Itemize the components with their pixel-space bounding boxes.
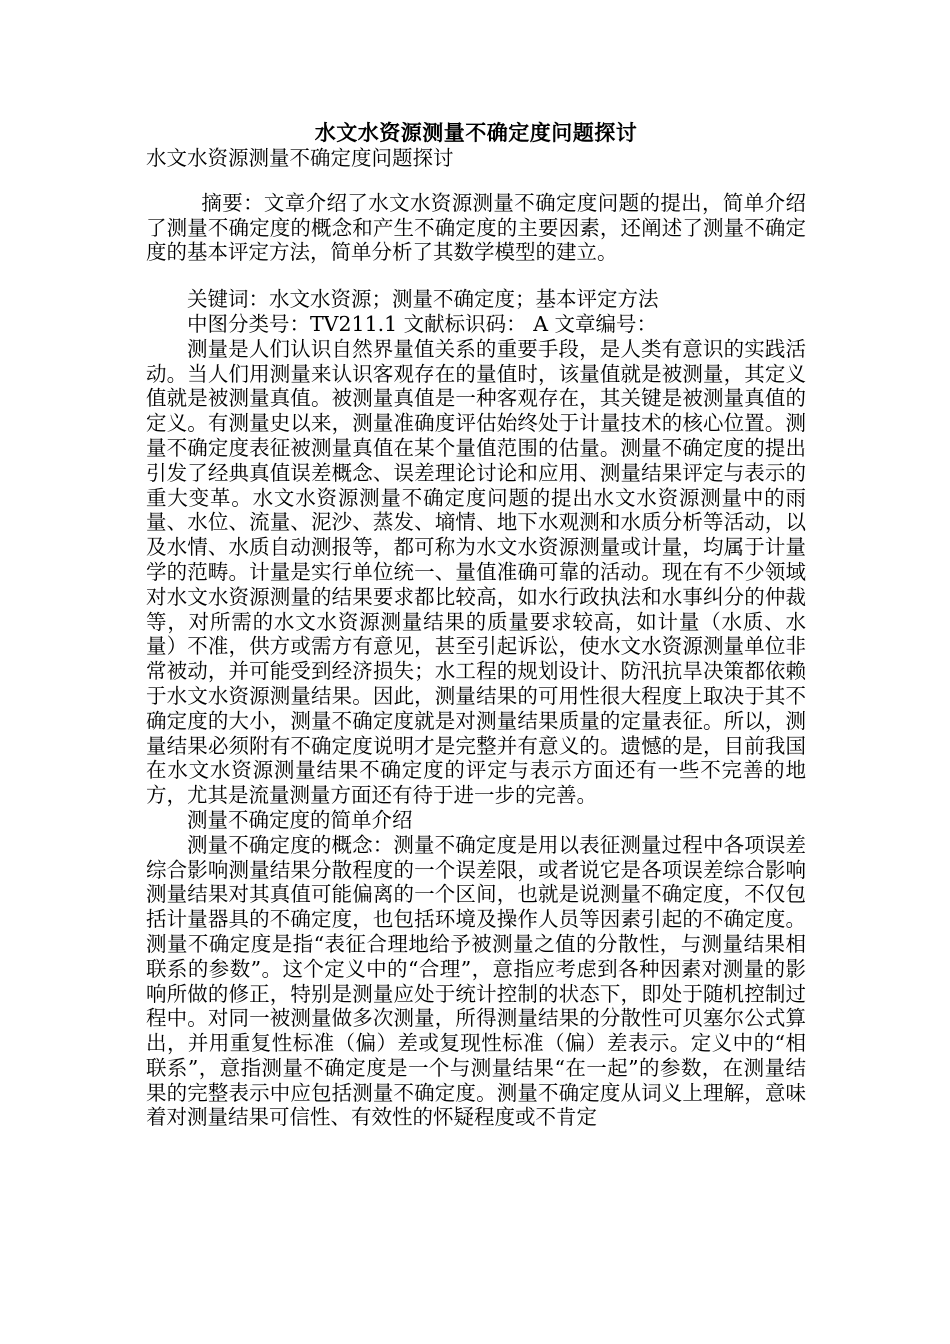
- document-title: 水文水资源测量不确定度问题探讨: [314, 120, 638, 145]
- classification-line: 中图分类号：TV211.1 文献标识码： A 文章编号：: [187, 311, 658, 336]
- body-paragraph-2: 测量不确定度的概念：测量不确定度是用以表征测量过程中各项误差综合影响测量结果分散程度的一个误差限，或者说它是各项误差综合影响测量结果对其真值可能偏离的一个区间，也就是说测量不确定度，不仅包括计量器具的不确定度，也包括环境及操作人员等因素引起的不确定度。测量不确定度是指“表征合理地给予被测量之值的分散性，与测量结果相联系的参数”。这个定义中的“合理”，意指应考虑到各种因素对测量的影响所做的修正，特别是测量应处于统计控制的状态下，即处于随机控制过程中。对同一被测量做多次测量，所得测量结果的分散性可贝塞尔公式算出，并用重复性标准（偏）差或复现性标准（偏）差表示。定义中的“相联系”，意指测量不确定度是一个与测量结果“在一起”的参数，在测量结果的完整表示中应包括测量不确定度。测量不确定度从词义上理解，意味着对测量结果可信性、有效性的怀疑程度或不肯定: [146, 832, 806, 1130]
- document-page: [146, 120, 806, 1130]
- keywords-line: 关键词：水文水资源；测量不确定度；基本评定方法: [187, 287, 659, 312]
- document-subtitle: 水文水资源测量不确定度问题探讨: [146, 146, 454, 170]
- body-paragraph-1: 测量是人们认识自然界量值关系的重要手段，是人类有意识的实践活动。当人们用测量来认识客观存在的量值时，该量值就是被测量，其定义值就是被测量真值。被测量真值是一种客观存在，其关键是被测量真值的定义。有测量史以来，测量准确度评估始终处于计量技术的核心位置。测量不确定度表征被测量真值在某个量值范围的估量。测量不确定度的提出引发了经典真值误差概念、误差理论讨论和应用、测量结果评定与表示的重大变革。水文水资源测量不确定度问题的提出水文水资源测量中的雨量、水位、流量、泥沙、蒸发、墒情、地下水观测和水质分析等活动，以及水情、水质自动测报等，都可称为水文水资源测量或计量，均属于计量学的范畴。计量是实行单位统一、量值准确可靠的活动。现在有不少领域对水文水资源测量的结果要求都比较高，如水行政执法和水事纠分的仲裁等，对所需的水文水资源测量结果的质量要求较高，如计量（水质、水量）不准，供方或需方有意见，甚至引起诉讼，使水文水资源测量单位非常被动，并可能受到经济损失；水工程的规划设计、防汛抗旱决策都依赖于水文水资源测量结果。因此，测量结果的可用性很大程度上取决于其不确定度的大小，测量不确定度就是对测量结果质量的定量表征。所以，测量结果必须附有不确定度说明才是完整并有意义的。遗憾的是，目前我国在水文水资源测量结果不确定度的评定与表示方面还有一些不完善的地方，尤其是流量测量方面还有待于进一步的完善。: [146, 336, 806, 808]
- abstract-paragraph: 摘要：文章介绍了水文水资源测量不确定度问题的提出，简单介绍了测量不确定度的概念和产生不确定度的主要因素，还阐述了测量不确定度的基本评定方法，简单分析了其数学模型的建立。: [146, 190, 806, 265]
- section-heading: 测量不确定度的简单介绍: [187, 807, 413, 832]
